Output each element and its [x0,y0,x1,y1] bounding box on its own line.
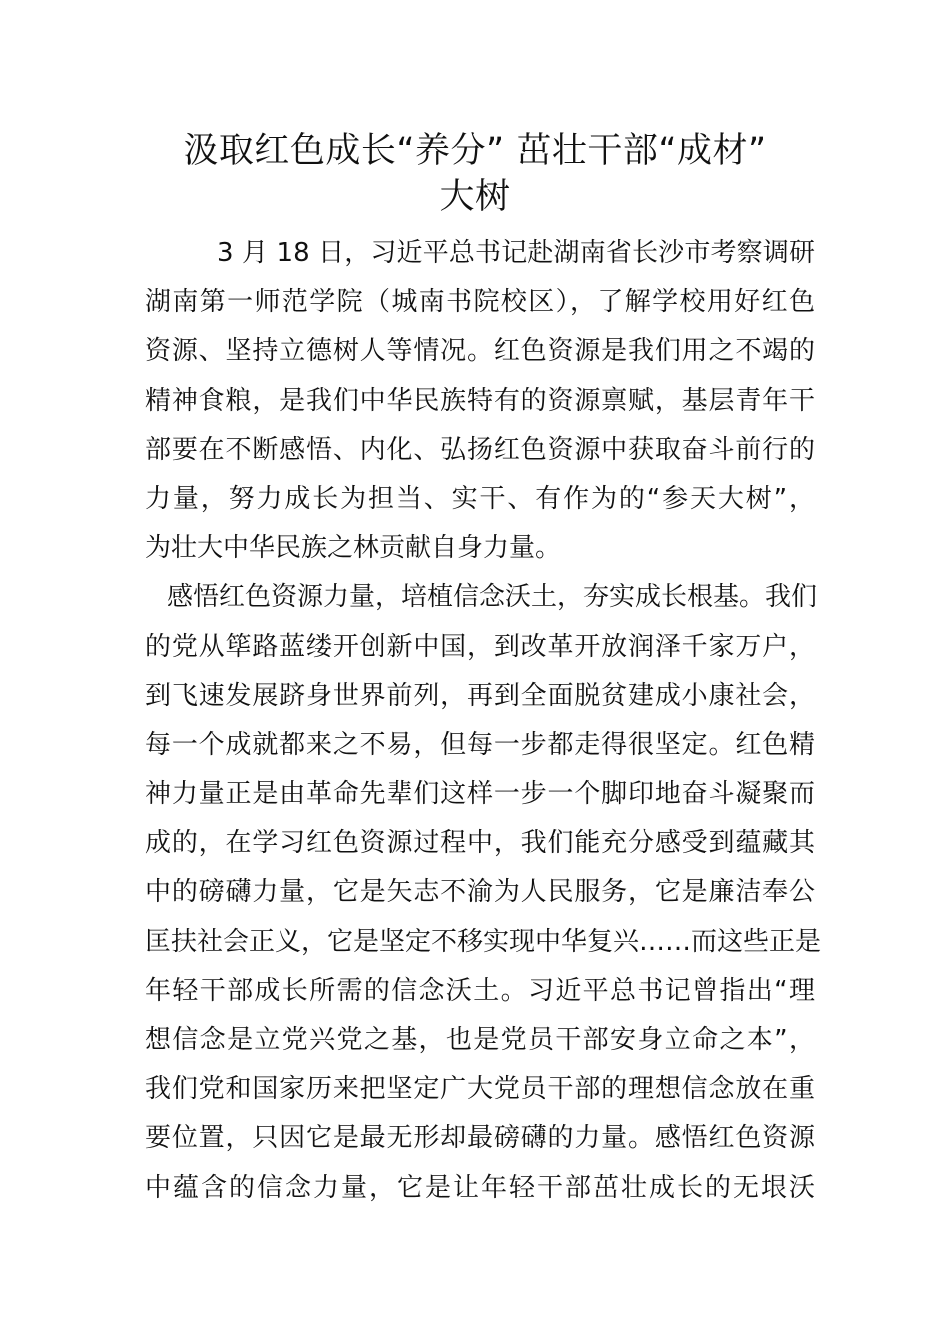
title-line-2: 大树 [439,177,511,217]
body-line: 想信念是立党兴党之基，也是党员干部安身立命之本”， [145,1025,815,1055]
body-line: 3 月 18 日，习近平总书记赴湖南省长沙市考察调研 [217,238,815,268]
body-line: 每一个成就都来之不易，但每一步都走得很坚定。红色精 [145,729,815,760]
body-line: 中蕴含的信念力量，它是让年轻干部茁壮成长的无垠沃 [145,1172,815,1203]
body-line: 匡扶社会正义，它是坚定不移实现中华复兴……而这些正是 [145,926,822,957]
body-line: 神力量正是由革命先辈们这样一步一个脚印地奋斗凝聚而 [145,779,815,810]
body-line: 成的，在学习红色资源过程中，我们能充分感受到蕴藏其 [145,828,815,859]
body-line: 感悟红色资源力量，培植信念沃土，夯实成长根基。我们 [167,582,818,613]
body-line: 力量，努力成长为担当、实干、有作为的“参天大树”， [145,483,815,514]
document-body [145,229,822,1213]
document-title [100,128,850,220]
title-line-1: 汲取红色成长“养分” 茁壮干部“成材” [183,131,767,171]
body-line: 部要在不断感悟、内化、弘扬红色资源中获取奋斗前行的 [145,434,815,465]
body-line: 我们党和国家历来把坚定广大党员干部的理想信念放在重 [145,1074,815,1105]
body-line: 精神食粮，是我们中华民族特有的资源禀赋，基层青年干 [145,385,815,416]
body-line: 为壮大中华民族之林贡献自身力量。 [145,533,562,564]
body-line: 要位置，只因它是最无形却最磅礴的力量。感悟红色资源 [145,1123,815,1154]
body-line: 湖南第一师范学院（城南书院校区），了解学校用好红色 [145,287,815,318]
body-line: 资源、坚持立德树人等情况。红色资源是我们用之不竭的 [145,336,815,367]
body-line: 的党从筚路蓝缕开创新中国，到改革开放润泽千家万户， [145,631,815,662]
body-line: 到飞速发展跻身世界前列，再到全面脱贫建成小康社会， [145,680,815,711]
body-line: 年轻干部成长所需的信念沃土。习近平总书记曾指出“理 [145,975,815,1006]
body-line: 中的磅礴力量，它是矢志不渝为人民服务，它是廉洁奉公 [145,877,815,908]
